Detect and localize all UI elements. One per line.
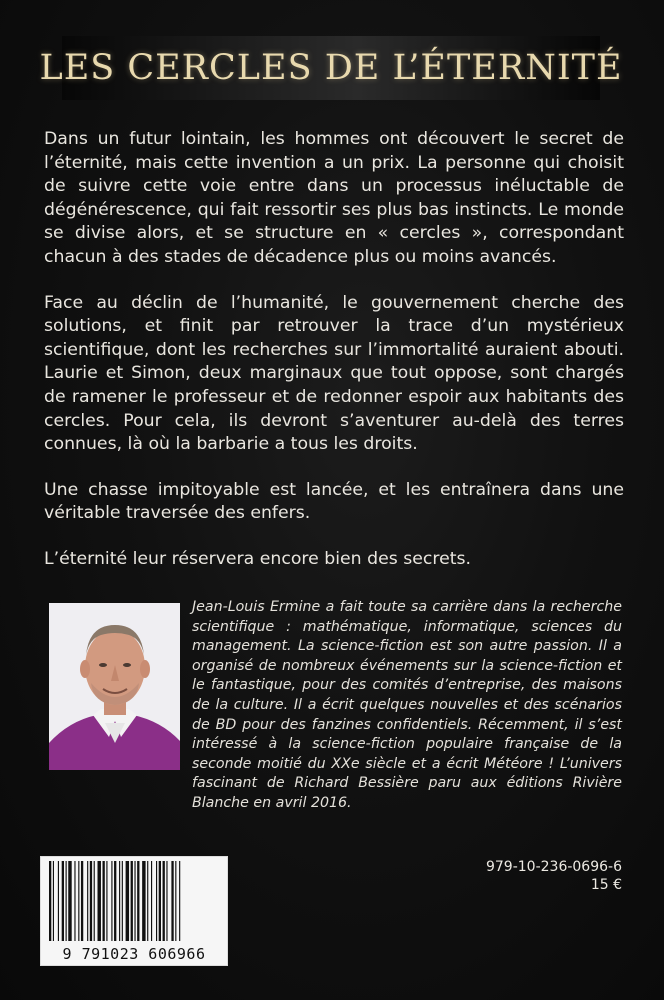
barcode-bars bbox=[41, 857, 227, 943]
barcode-bar bbox=[122, 861, 123, 941]
barcode-bar bbox=[98, 861, 101, 941]
barcode-bar bbox=[175, 861, 176, 941]
barcode-bar bbox=[126, 861, 129, 941]
barcode-bar bbox=[159, 861, 161, 941]
barcode-digits: 9 791023 606966 bbox=[62, 945, 206, 963]
barcode-bar bbox=[68, 861, 71, 941]
synopsis-paragraph-3: Une chasse impitoyable est lancée, et les entraînera dans une véritable traversée des enfers. bbox=[44, 479, 624, 524]
barcode-bar bbox=[171, 861, 173, 941]
isbn: 979-10-236-0696-6 bbox=[485, 859, 622, 875]
barcode-bar bbox=[78, 861, 79, 941]
barcode-bar bbox=[179, 861, 180, 941]
barcode-bar bbox=[156, 861, 157, 941]
barcode-bar bbox=[142, 861, 145, 941]
author-portrait-image bbox=[49, 603, 180, 770]
barcode-bar bbox=[111, 861, 112, 941]
synopsis-paragraph-4: L’éternité leur réservera encore bien des secrets. bbox=[44, 548, 471, 569]
barcode-bar bbox=[74, 861, 75, 941]
barcode-bar bbox=[90, 861, 92, 941]
barcode-bar bbox=[166, 861, 167, 941]
barcode-bar bbox=[81, 861, 83, 941]
barcode-bar bbox=[94, 861, 95, 941]
barcode-bar bbox=[137, 861, 139, 941]
barcode-bar bbox=[49, 861, 51, 941]
price: 15 € bbox=[590, 877, 622, 893]
synopsis bbox=[44, 128, 624, 594]
barcode-bar bbox=[147, 861, 148, 941]
synopsis-paragraph-2: Face au déclin de l’humanité, le gouvernement cherche des solutions, et finit par retrouver la trace d’un mystérieux scientifique, dont les recherches sur l’immortalité auraient abouti. Laurie et Simon, deux marginaux que tout oppose, sont chargés de ramener le professeur et de redonner espoir aux habitants des cercles. Pour cela, ils devront s’aventurer au-delà des terres connues, là où la barbarie a tous les droits. bbox=[44, 292, 624, 455]
barcode-bar bbox=[131, 861, 133, 941]
author-photo bbox=[49, 603, 180, 770]
synopsis-paragraph-1: Dans un futur lointain, les hommes ont découvert le secret de l’éternité, mais cette invention a un prix. La personne qui choisit de suivre cette voie entre dans un processus inéluctable de dégénérescence, qui fait ressortir ses plus bas instincts. Le monde se divise alors, et se structure en « cercles », correspondant chacun à des stades de décadence plus ou moins avancés. bbox=[44, 129, 624, 267]
barcode-bar bbox=[103, 861, 105, 941]
barcode-bar bbox=[163, 861, 165, 941]
barcode-bar bbox=[66, 861, 67, 941]
barcode-bar bbox=[58, 861, 59, 941]
barcode-bar bbox=[62, 861, 64, 941]
barcode-bar bbox=[53, 861, 54, 941]
barcode-bar bbox=[151, 861, 152, 941]
title-band bbox=[39, 36, 623, 100]
barcode bbox=[40, 856, 228, 966]
barcode-bar bbox=[114, 861, 116, 941]
barcode-bar bbox=[106, 861, 107, 941]
barcode-bar bbox=[87, 861, 88, 941]
barcode-bar bbox=[119, 861, 120, 941]
barcode-bar bbox=[134, 861, 135, 941]
author-bio: Jean-Louis Ermine a fait toute sa carrière dans la recherche scientifique : mathématique, informatique, sciences du management. La science-fiction est son autre passion. Il a organisé de nombreux événements sur la science-fiction et le fantastique, pour des comités d’entreprise, des maisons de la culture. Il a écrit quelques nouvelles et des scénarios de BD pour des fanzines confidentiels. Récemment, il s’est intéressé à la science-fiction populaire française de la seconde moitié du XXe siècle et a écrit Météore ! L’univers fascinant de Richard Bessière paru aux éditions Rivière Blanche en avril 2016. bbox=[192, 599, 622, 811]
book-title: LES CERCLES DE L’ÉTERNITÉ bbox=[39, 48, 623, 88]
